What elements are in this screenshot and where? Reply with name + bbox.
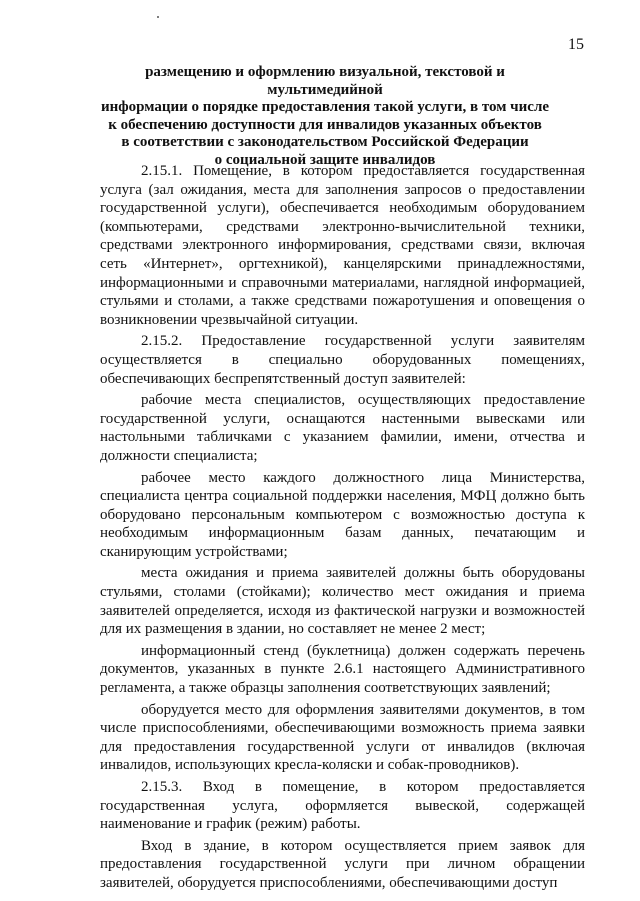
- paragraph-2-15-2: 2.15.2. Предоставление государственной услуги заявителям осуществляется в специально оборудованных помещениях, обеспечивающих беспрепятственный доступ заявителей:: [100, 333, 585, 387]
- heading-line: в соответствии с законодательством Российской Федерации: [121, 134, 529, 150]
- paragraph-workplaces: рабочие места специалистов, осуществляющих предоставление государственной услуги, оснащаются настенными вывесками или настольными табличками с указанием фамилии, имени, отчества и должности специалиста;: [100, 392, 585, 464]
- paragraph-info-stand: информационный стенд (буклетница) должен содержать перечень документов, указанных в пункте 2.6.1 настоящего Административного регламента, а также образцы заполнения соответствующих заявлений;: [100, 642, 585, 697]
- body-text: [100, 162, 585, 896]
- section-heading: [90, 64, 560, 169]
- paragraph-waiting-area: места ожидания и приема заявителей должны быть оборудованы стульями, столами (стойками); количество мест ожидания и приема заявителей определяется, исходя из фактической нагрузки и возможностей для их размещения в здании, но составляет не менее 2 мест;: [100, 565, 585, 638]
- paragraph-accessibility: оборудуется место для оформления заявителями документов, в том числе приспособлениями, обеспечивающими возможность приема заявки для предоставления государственной услуги от инвалидов (включая инвалидов, использующих кресла-коляски и собак-проводников).: [100, 701, 585, 774]
- paragraph-entrance: Вход в здание, в котором осуществляется прием заявок для предоставления государственной услуги при личном обращении заявителей, оборудуется приспособлениями, обеспечивающими доступ: [100, 837, 585, 891]
- paragraph-workstation: рабочее место каждого должностного лица Министерства, специалиста центра социальной поддержки населения, МФЦ должно быть оборудовано персональным компьютером с возможностью доступа к необходимым информационным базам данных, печатающим и сканирующим устройствами;: [100, 469, 585, 560]
- heading-line: информации о порядке предоставления такой услуги, в том числе: [100, 99, 550, 115]
- scan-speck: [157, 16, 159, 18]
- paragraph-2-15-3: 2.15.3. Вход в помещение, в котором предоставляется государственная услуга, оформляется вывеской, содержащей наименование и график (режим) работы.: [100, 779, 585, 833]
- paragraph-2-15-1: 2.15.1. Помещение, в котором предоставляется государственная услуга (зал ожидания, места для заполнения запросов о предоставлении государственной услуги), обеспечивается необходимым оборудованием (компьютерами, средствами электронно-вычислительной техники, средствами электронного информирования, средствами связи, включая сеть «Интернет», оргтехникой), канцелярскими принадлежностями, информационными и справочными материалами, наглядной информацией, стульями и столами, а также средствами пожаротушения и оповещения о возникновении чрезвычайной ситуации.: [100, 163, 585, 328]
- heading-line: к обеспечению доступности для инвалидов указанных объектов: [108, 116, 542, 133]
- page-number: 15: [568, 36, 584, 53]
- heading-line: о социальной защите инвалидов: [214, 151, 436, 168]
- heading-line: размещению и оформлению визуальной, текстовой и мультимедийной: [145, 64, 505, 98]
